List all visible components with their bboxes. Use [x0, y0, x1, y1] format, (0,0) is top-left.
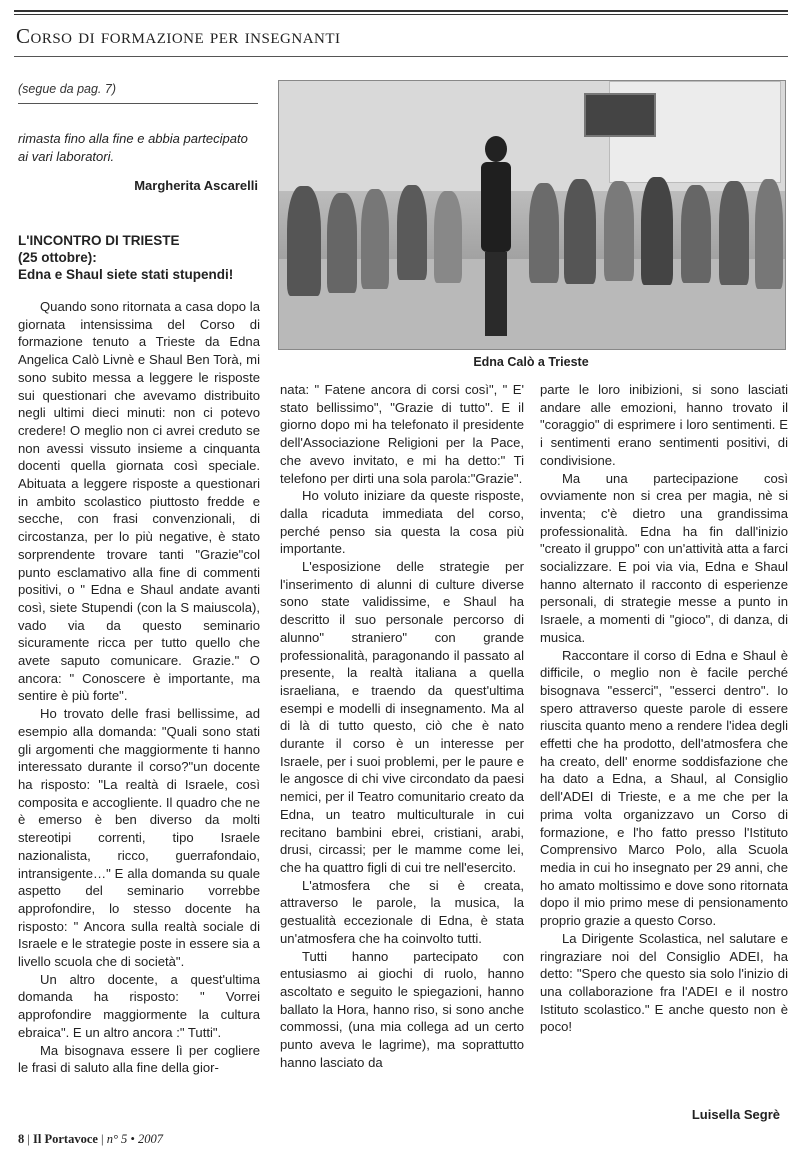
- paragraph: La Dirigente Scolastica, nel salutare e ringraziare noi del Consiglio ADEI, ha detto: "Spero che questo sia solo l'inizio di una collaborazione fra l'ADEI e il nostro Istituto scolastico." E anche questo non è poco!: [540, 930, 788, 1035]
- article-photo: [278, 80, 786, 350]
- headline-line-2: (25 ottobre):: [18, 250, 97, 265]
- header-rule: [14, 56, 788, 57]
- issue-number: n° 5 • 2007: [106, 1132, 163, 1146]
- photo-caption: Edna Calò a Trieste: [473, 355, 589, 369]
- paragraph: parte le loro inibizioni, si sono lasciati andare alle emozioni, hanno trovato il "coraggio" di esprimere i loro sentimenti. E i sentimenti erano sentimenti positivi, di condivisione.: [540, 382, 788, 468]
- headline-line-3: Edna e Shaul siete stati stupendi!: [18, 267, 234, 282]
- continued-note: (segue da pag. 7): [18, 82, 116, 96]
- section-title: Corso di formazione per insegnanti: [16, 24, 341, 48]
- article-column-1: [18, 298, 260, 1077]
- author-signature-2: Luisella Segrè: [691, 1107, 780, 1122]
- top-rule-thick: [14, 10, 788, 12]
- top-rule-thin: [14, 14, 788, 15]
- paragraph: Ma una partecipazione così ovviamente non si crea per magia, nè si inventa; c'è dietro una grandissima professionalità. Edna ha fin dall'inizio "creato il gruppo" con un'attività atta a farci socializzare. E poi via via, Edna e Shaul hanno alternato il racconto di esperienze personali, di strategie messe a punto in Israele, a momenti di "gioco", di danza, di musica.: [540, 470, 788, 645]
- footer-separator: |: [101, 1132, 104, 1146]
- article-column-3: [540, 381, 788, 1036]
- paragraph: Raccontare il corso di Edna e Shaul è difficile, o meglio non è facile perché bisognava "esserci", "esserci dentro". Io spero attraverso queste parole di essere riuscita quanto meno a rendere l'idea degli effetti che ha prodotto, dell'atmosfera che ha creato, dell' enorme soddisfazione che ha dato a Edna, a Shaul, al Consiglio dell'ADEI di Trieste, e a me che per la prima volta organizzavo un Corso di formazione, e l'ho fatto presso l'Istituto Comprensivo Marco Polo, alla Scuola media in cui ho insegnato per 29 anni, che ho amato moltissimo e dove sono ritornata dopo il mio primo mese di pensionamento proprio grazie a questo Corso.: [540, 647, 788, 929]
- paragraph: L'esposizione delle strategie per l'inserimento di alunni di culture diverse sono state validissime, e Shaul ha descritto il suo personale percorso di alunno" straniero" con grande professionalità, paragonando il passato al presente, la realtà italiana a quella israeliana, e traendo da quest'ultima esempi e modelli di insegnamento. Ma al di là di tutto questo, ciò che è nato durante il corso è un interesse per Israele, per i suoi problemi, per le paure e le angosce di chi vive circondato da paesi nemici, per il Teatro comunitario creato da Edna, un teatro multiculturale in cui recitano bambini ebrei, cristiani, arabi, drusi, circassi; per le mamme come lei, che ha quattro figli di cui tre nell'esercito.: [280, 559, 524, 875]
- paragraph: Tutti hanno partecipato con entusiasmo ai giochi di ruolo, hanno ascoltato e seguito le spiegazioni, hanno ballato la Hora, hanno riso, si sono anche commossi, (una mia collega ad un certo punto aveva le lagrime), ma soprattutto hanno lasciato da: [280, 948, 524, 1070]
- paragraph: Quando sono ritornata a casa dopo la giornata intensissima del Corso di formazione tenuto a Trieste da Edna Angelica Calò Livnè e Shaul Ben Torà, mi sono subito messa a leggere le risposte sui questionari che avevamo distribuito negli ultimi dieci minuti: non ci potevo credere! O meglio non ci avrei creduto se non avessi vissuto insieme a cinquanta docenti quella giornata così speciale. Abituata a leggere risposte a questionari in ambito scolastico piuttosto fredde e secche, con frasi convenzionali, di circostanza, per lo più negative, è stato sorprendente trovare tanti "Grazie"col punto esclamativo alla fine di commenti positivi, o " Edna e Shaul andate avanti così, siete Stupendi (con la S maiuscola), vado via da questo seminario sicuramente ricca per tutto quello che avete saputo comunicare. Grazie." O ancora: " Conoscere è importante, ma sentire è più forte".: [18, 299, 260, 704]
- article-headline: [18, 232, 264, 283]
- paragraph: Ma bisognava essere lì per cogliere le frasi di saluto alla fine della gior-: [18, 1042, 260, 1076]
- paragraph: nata: " Fatene ancora di corsi così", " E' stato bellissimo", "Grazie di tutto". E il giorno dopo mi ha telefonato il presidente dell'Associazione Religioni per la Pace, che avevo invitato, e mi ha detto:" Ti telefono per dirti una sola parola:"Grazie".: [280, 382, 524, 486]
- paragraph: Un altro docente, a quest'ultima domanda ha risposto: " Vorrei approfondire maggiormente la cultura ebraica". E un altro ancora :" Tutti".: [18, 971, 260, 1040]
- paragraph: Ho voluto iniziare da queste risposte, dalla ricaduta immediata del corso, perché penso sia questa la cosa più importante.: [280, 488, 524, 557]
- article-column-2: [280, 381, 524, 1071]
- paragraph: L'atmosfera che si è creata, attraverso le parole, la musica, la gestualità eccezionale di Edna, è stata un'atmosfera che ha coinvolto tutti.: [280, 877, 524, 946]
- author-signature-1: Margherita Ascarelli: [134, 178, 258, 193]
- speaker-figure: [479, 136, 513, 336]
- page-footer: [18, 1132, 163, 1147]
- paragraph: Ho trovato delle frasi bellissime, ad esempio alla domanda: "Quali sono stati gli argomenti che maggiormente ti hanno interessato durante il corso?"un docente ha risposto: "La realtà di Israele, così composita e accogliente. Il quadro che ne è emerso è ben diverso da molti stereotipi correnti, tipo Israele nazionalista, ricco, guerrafondaio, intransigente…" E alla domanda su quale aspetto del seminario vorrebbe approfondire, lo stesso docente ha risposto: " Ancora sulla realtà sociale di Israele e le strategie poste in essere sia a livello scuola che di società".: [18, 706, 260, 970]
- continued-rule: [18, 103, 258, 104]
- headline-line-1: L'INCONTRO DI TRIESTE: [18, 233, 180, 248]
- magazine-name: Il Portavoce: [33, 1132, 98, 1146]
- tv-screen: [584, 93, 656, 137]
- page-number: 8: [18, 1132, 25, 1146]
- intro-text: rimasta fino alla fine e abbia partecipato ai vari laboratori.: [18, 131, 248, 164]
- footer-separator: |: [27, 1132, 30, 1146]
